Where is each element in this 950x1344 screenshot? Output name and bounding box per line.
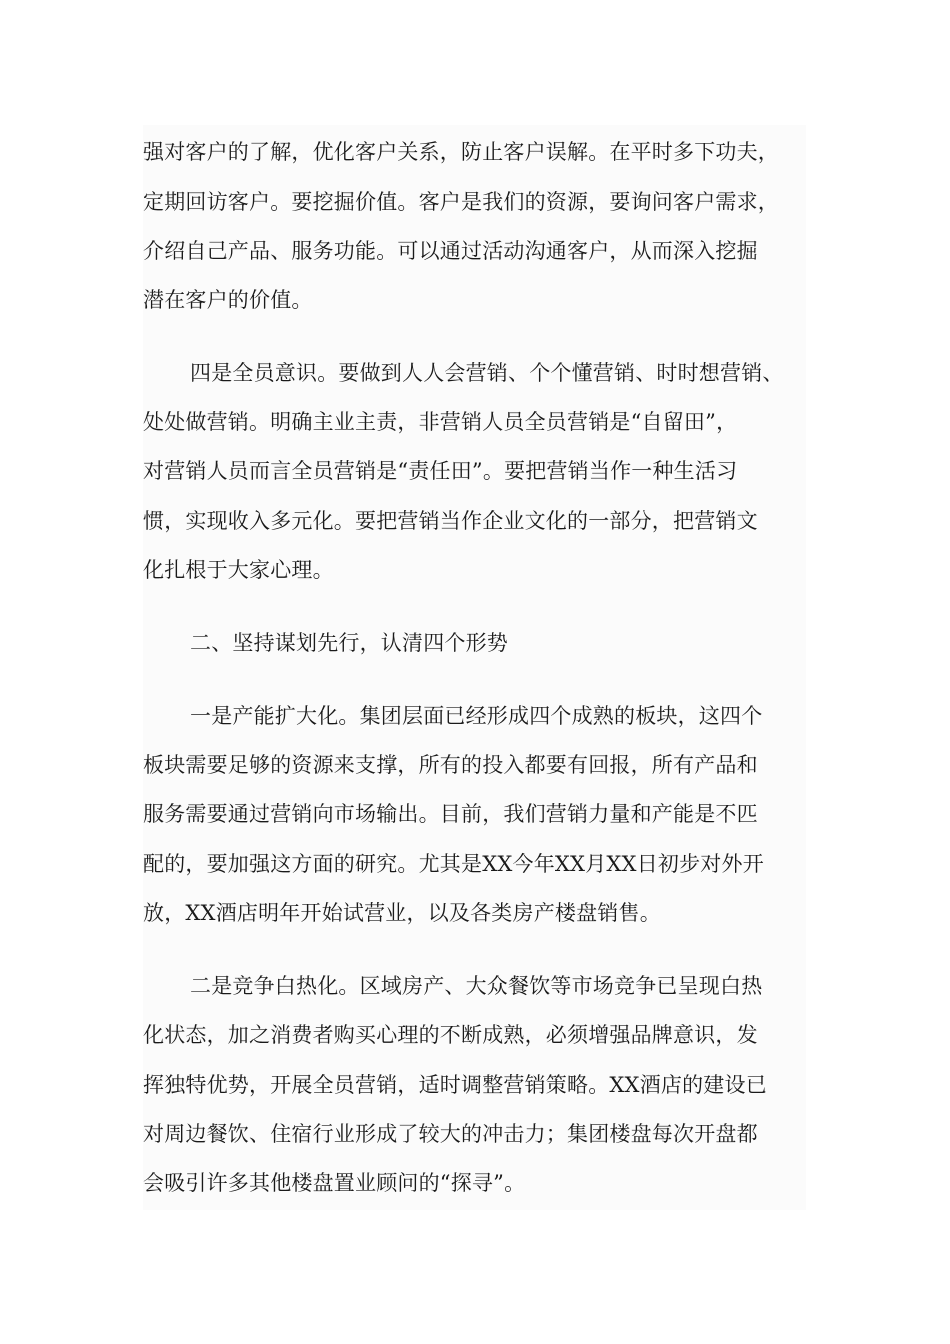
para4-line-2: 化状态，加之消费者购买心理的不断成熟，必须增强品牌意识，发 xyxy=(143,1023,758,1047)
para1-line-1: 强对客户的了解，优化客户关系，防止客户误解。在平时多下功夫， xyxy=(143,140,779,164)
para3-line-3: 服务需要通过营销向市场输出。目前，我们营销力量和产能是不匹 xyxy=(143,802,758,826)
para2-line-2: 处处做营销。明确主业主责，非营销人员全员营销是“自留田”， xyxy=(143,410,738,434)
para3-line-5: 放，XX酒店明年开始试营业，以及各类房产楼盘销售。 xyxy=(143,901,661,925)
para1-line-3: 介绍自己产品、服务功能。可以通过活动沟通客户，从而深入挖掘 xyxy=(143,239,758,263)
document-body xyxy=(143,125,806,1210)
para2-line-1: 四是全员意识。要做到人人会营销、个个懂营销、时时想营销、 xyxy=(190,361,784,385)
para2-line-3: 对营销人员而言全员营销是“责任田”。要把营销当作一种生活习 xyxy=(143,459,738,483)
para3-line-1: 一是产能扩大化。集团层面已经形成四个成熟的板块，这四个 xyxy=(190,704,763,728)
para1-line-2: 定期回访客户。要挖掘价值。客户是我们的资源，要询问客户需求， xyxy=(143,190,779,214)
para1-line-4: 潜在客户的价值。 xyxy=(143,288,313,312)
para2-line-4: 惯，实现收入多元化。要把营销当作企业文化的一部分，把营销文 xyxy=(143,509,758,533)
para3-line-2: 板块需要足够的资源来支撑，所有的投入都要有回报，所有产品和 xyxy=(143,753,758,777)
para4-line-4: 对周边餐饮、住宿行业形成了较大的冲击力；集团楼盘每次开盘都 xyxy=(143,1122,758,1146)
section-heading: 二、坚持谋划先行，认清四个形势 xyxy=(190,631,508,655)
para4-line-5: 会吸引许多其他楼盘置业顾问的“探寻”。 xyxy=(143,1171,526,1195)
para2-line-5: 化扎根于大家心理。 xyxy=(143,558,334,582)
para3-line-4: 配的，要加强这方面的研究。尤其是XX今年XX月XX日初步对外开 xyxy=(143,852,764,876)
para4-line-3: 挥独特优势，开展全员营销，适时调整营销策略。XX酒店的建设已 xyxy=(143,1073,767,1097)
para4-line-1: 二是竞争白热化。区域房产、大众餐饮等市场竞争已呈现白热 xyxy=(190,974,763,998)
